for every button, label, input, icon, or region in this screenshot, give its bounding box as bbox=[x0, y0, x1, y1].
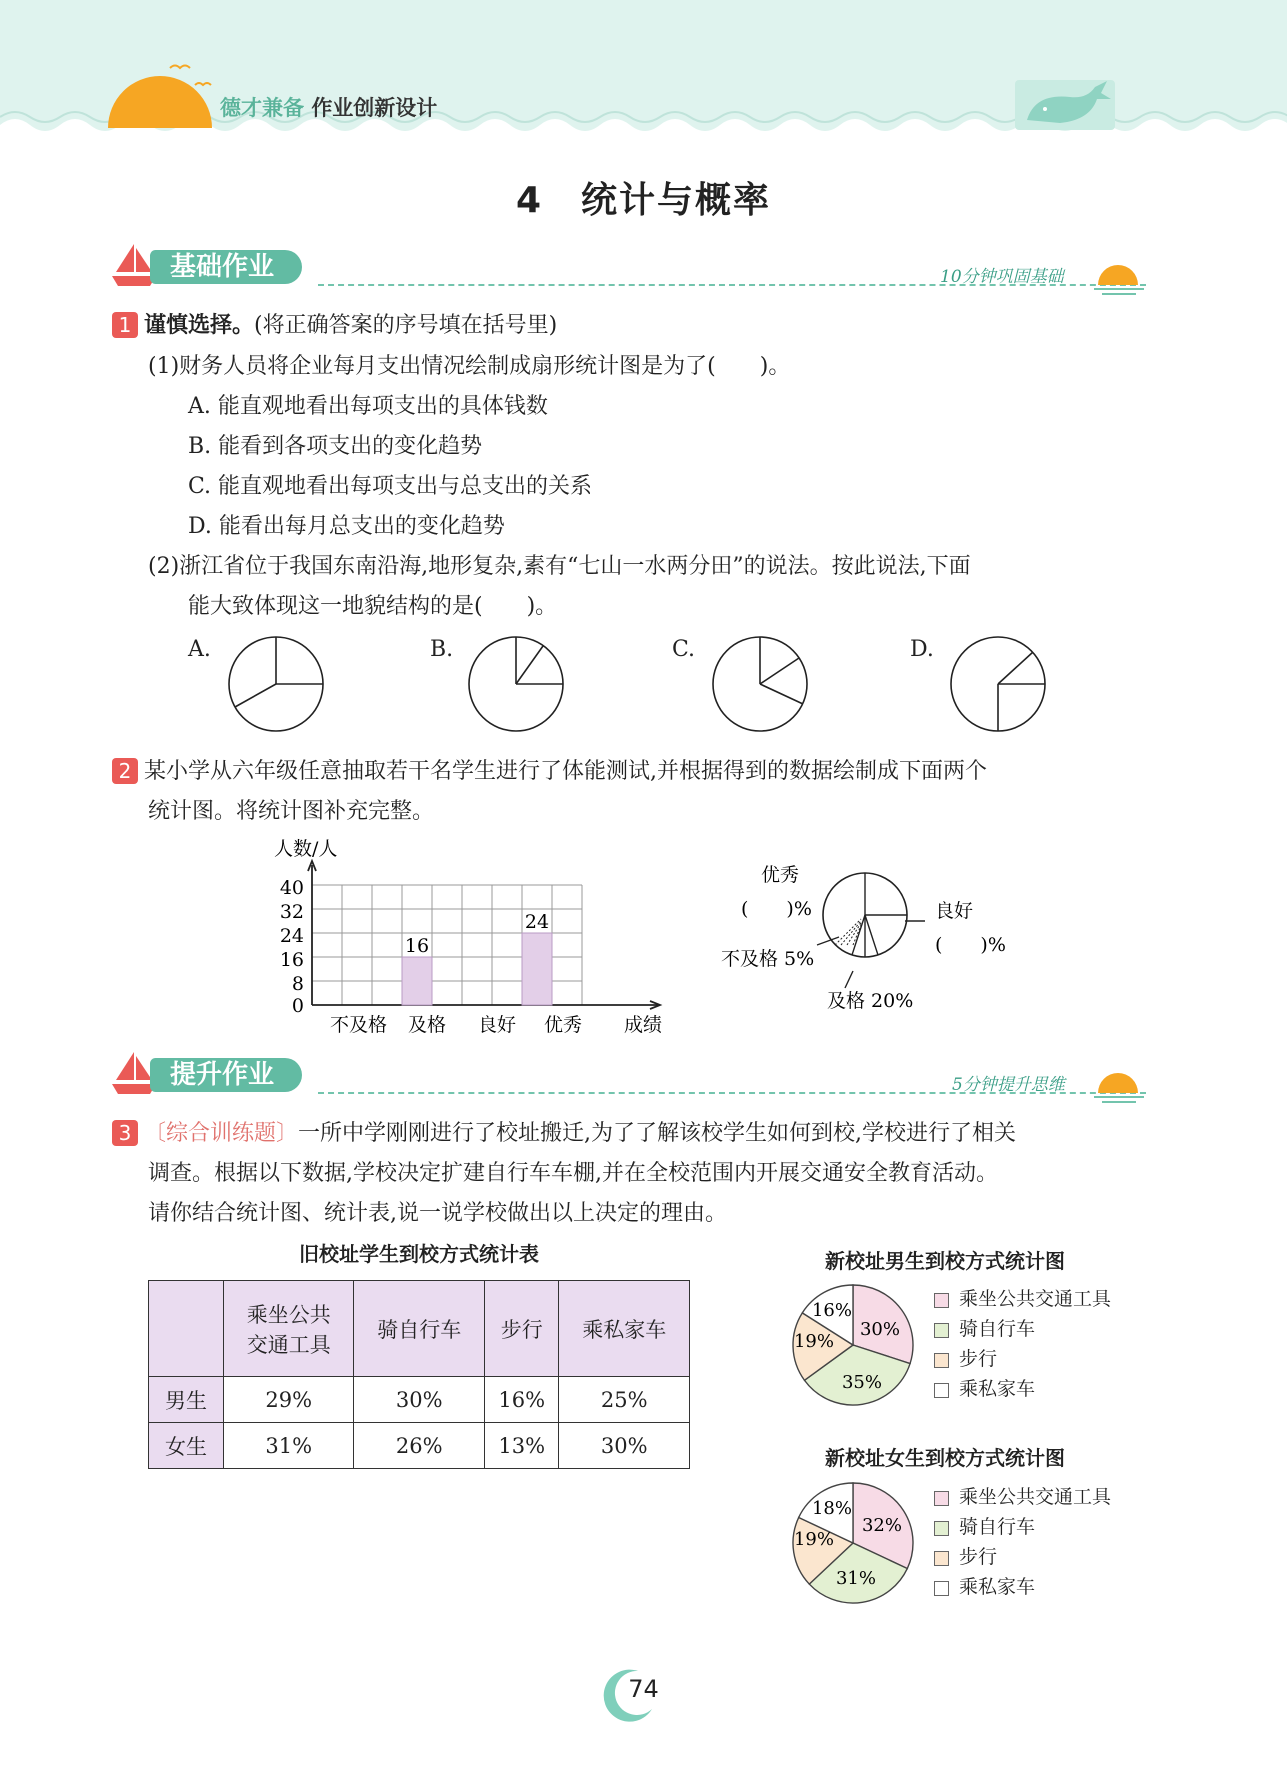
q1-sub2-option-a-label[interactable]: A. bbox=[188, 637, 211, 662]
legend-swatch-car bbox=[934, 1581, 949, 1596]
legend-label-car: 乘私家车 bbox=[959, 1576, 1036, 1598]
y-tick-40: 40 bbox=[279, 877, 304, 899]
girls-legend bbox=[934, 1482, 1111, 1602]
boys-label-bus: 30% bbox=[859, 1319, 901, 1340]
pie-label-bujige: 不及格 5% bbox=[721, 948, 815, 970]
q2-text-line2: 统计图。将统计图补充完整。 bbox=[148, 799, 435, 824]
pie-label-jige: 及格 20% bbox=[827, 990, 914, 1012]
legend-label-walk: 步行 bbox=[959, 1348, 998, 1370]
section-basic-tag: 基础作业 bbox=[150, 250, 302, 284]
legend-item-bus bbox=[934, 1284, 1111, 1314]
legend-swatch-walk bbox=[934, 1551, 949, 1566]
q1-pie-option-a[interactable] bbox=[226, 634, 326, 734]
q2-text-line1: 某小学从六年级任意抽取若干名学生进行了体能测试,并根据得到的数据绘制成下面两个 bbox=[144, 759, 987, 784]
bar-jige bbox=[402, 957, 432, 1005]
legend-swatch-walk bbox=[934, 1353, 949, 1368]
q1-title: 谨慎选择。 bbox=[144, 313, 255, 338]
whale-icon bbox=[1015, 75, 1115, 130]
table-head-bike: 骑自行车 bbox=[354, 1281, 484, 1377]
legend-label-bike: 骑自行车 bbox=[959, 1516, 1036, 1538]
table-head-car: 乘私家车 bbox=[559, 1281, 690, 1377]
table-head-bus-line1: 乘坐公共 bbox=[246, 1302, 331, 1327]
legend-label-car: 乘私家车 bbox=[959, 1378, 1036, 1400]
girls-label-walk: 19% bbox=[793, 1529, 835, 1550]
legend-item-car bbox=[934, 1374, 1111, 1404]
legend-swatch-bus bbox=[934, 1293, 949, 1308]
q1-sub1-option-b[interactable]: B. 能看到各项支出的变化趋势 bbox=[188, 434, 483, 459]
y-tick-0: 0 bbox=[291, 995, 304, 1017]
bar-label-jige: 16 bbox=[404, 935, 430, 957]
sunset-icon-2 bbox=[1092, 1063, 1148, 1105]
legend-item-bike bbox=[934, 1512, 1111, 1542]
q3-tag: 〔综合训练题〕 bbox=[144, 1121, 299, 1146]
table-cell: 26% bbox=[354, 1423, 484, 1469]
table-head-walk: 步行 bbox=[484, 1281, 559, 1377]
page-number: 74 bbox=[628, 1675, 659, 1703]
table-head-bus bbox=[224, 1281, 354, 1377]
girls-pie-title: 新校址女生到校方式统计图 bbox=[825, 1446, 1065, 1470]
pie-blank-youxiu: ( )% bbox=[741, 898, 812, 920]
y-tick-16: 16 bbox=[279, 949, 304, 971]
table-cell: 30% bbox=[559, 1423, 690, 1469]
q2-line1 bbox=[112, 752, 987, 792]
legend-swatch-car bbox=[934, 1383, 949, 1398]
table-row-label: 男生 bbox=[149, 1377, 224, 1423]
q1-pie-option-d[interactable] bbox=[948, 634, 1048, 734]
legend-item-bike bbox=[934, 1314, 1111, 1344]
x-category-youxiu: 优秀 bbox=[544, 1014, 583, 1036]
legend-swatch-bike bbox=[934, 1323, 949, 1338]
x-category-lianghao: 良好 bbox=[478, 1014, 517, 1036]
table-cell: 25% bbox=[559, 1377, 690, 1423]
table-row bbox=[149, 1423, 690, 1469]
q3-number: 3 bbox=[112, 1120, 138, 1146]
q3-text-line1: 一所中学刚刚进行了校址搬迁,为了了解该校学生如何到校,学校进行了相关 bbox=[298, 1121, 1017, 1146]
q1-heading bbox=[112, 306, 557, 346]
q1-sub1-option-a[interactable]: A. 能直观地看出每项支出的具体钱数 bbox=[188, 394, 548, 419]
q1-sub2-option-b-label[interactable]: B. bbox=[430, 637, 454, 662]
q3-table bbox=[148, 1280, 690, 1469]
legend-item-car bbox=[934, 1572, 1111, 1602]
q3-line1 bbox=[112, 1114, 1016, 1154]
x-axis-label: 成绩 bbox=[624, 1014, 663, 1036]
table-cell: 30% bbox=[354, 1377, 484, 1423]
brand-part2: 作业创新设计 bbox=[311, 96, 438, 120]
table-corner bbox=[149, 1281, 224, 1377]
q3-text-line3: 请你结合统计图、统计表,说一说学校做出以上决定的理由。 bbox=[148, 1201, 727, 1226]
pie-label-youxiu: 优秀 bbox=[761, 864, 800, 886]
section-basic-hint: 10分钟巩固基础 bbox=[940, 267, 1064, 287]
q3-text-line2: 调查。根据以下数据,学校决定扩建自行车车棚,并在全校范围内开展交通安全教育活动。 bbox=[148, 1161, 998, 1186]
girls-label-bus: 32% bbox=[861, 1515, 903, 1536]
section-advanced-hint: 5分钟提升思维 bbox=[952, 1075, 1065, 1095]
boys-pie-title: 新校址男生到校方式统计图 bbox=[825, 1249, 1065, 1273]
legend-label-bus: 乘坐公共交通工具 bbox=[959, 1288, 1112, 1310]
pie-leader-jige bbox=[845, 971, 853, 988]
q1-sub1-option-c[interactable]: C. 能直观地看出每项支出与总支出的关系 bbox=[188, 474, 593, 499]
q3-table-title: 旧校址学生到校方式统计表 bbox=[299, 1242, 539, 1266]
legend-swatch-bus bbox=[934, 1491, 949, 1506]
q1-sub1-option-d[interactable]: D. 能看出每月总支出的变化趋势 bbox=[188, 514, 505, 539]
brand-part1: 德才兼备 bbox=[220, 96, 304, 120]
table-cell: 29% bbox=[224, 1377, 354, 1423]
pie-label-lianghao: 良好 bbox=[935, 900, 974, 922]
q1-instruction: (将正确答案的序号填在括号里) bbox=[254, 313, 558, 338]
table-head-bus-line2: 交通工具 bbox=[246, 1332, 331, 1357]
table-row-label: 女生 bbox=[149, 1423, 224, 1469]
pie-blank-lianghao: ( )% bbox=[935, 934, 1006, 956]
q1-sub2-option-c-label[interactable]: C. bbox=[672, 637, 696, 662]
girls-label-bike: 31% bbox=[835, 1568, 877, 1589]
q1-pie-option-c[interactable] bbox=[710, 634, 810, 734]
brand-title bbox=[220, 92, 437, 122]
girls-label-car: 18% bbox=[811, 1498, 853, 1519]
y-tick-24: 24 bbox=[279, 925, 304, 947]
boys-label-walk: 19% bbox=[793, 1331, 835, 1352]
y-axis-label: 人数/人 bbox=[274, 838, 338, 860]
boys-pie-chart bbox=[788, 1280, 918, 1410]
girls-pie-chart bbox=[788, 1478, 918, 1608]
table-cell: 13% bbox=[484, 1423, 559, 1469]
q1-sub2-stem-line1: (2)浙江省位于我国东南沿海,地形复杂,素有“七山一水两分田”的说法。按此说法,下面 bbox=[148, 554, 971, 579]
boys-legend bbox=[934, 1284, 1111, 1404]
section-advanced-tag: 提升作业 bbox=[150, 1058, 302, 1092]
q1-pie-option-b[interactable] bbox=[466, 634, 566, 734]
q1-sub1-stem: (1)财务人员将企业每月支出情况绘制成扇形统计图是为了( )。 bbox=[148, 354, 791, 379]
x-category-bujige: 不及格 bbox=[330, 1014, 388, 1036]
legend-label-bus: 乘坐公共交通工具 bbox=[959, 1486, 1112, 1508]
x-category-jige: 及格 bbox=[408, 1014, 447, 1036]
sunset-icon bbox=[1092, 255, 1148, 297]
y-tick-8: 8 bbox=[291, 973, 304, 995]
q1-number: 1 bbox=[112, 312, 138, 338]
bar-label-youxiu: 24 bbox=[524, 911, 550, 933]
legend-item-walk bbox=[934, 1344, 1111, 1374]
legend-swatch-bike bbox=[934, 1521, 949, 1536]
legend-item-bus bbox=[934, 1482, 1111, 1512]
table-cell: 31% bbox=[224, 1423, 354, 1469]
boys-label-car: 16% bbox=[811, 1300, 853, 1321]
q1-sub2-stem-line2: 能大致体现这一地貌结构的是( )。 bbox=[188, 594, 558, 619]
legend-label-bike: 骑自行车 bbox=[959, 1318, 1036, 1340]
table-row bbox=[149, 1377, 690, 1423]
y-tick-32: 32 bbox=[279, 901, 304, 923]
page-title: 4 统计与概率 bbox=[515, 180, 772, 221]
q2-number: 2 bbox=[112, 758, 138, 784]
legend-label-walk: 步行 bbox=[959, 1546, 998, 1568]
legend-item-walk bbox=[934, 1542, 1111, 1572]
boys-label-bike: 35% bbox=[841, 1372, 883, 1393]
q2-bar-chart bbox=[268, 835, 688, 1040]
bar-youxiu bbox=[522, 933, 552, 1005]
q2-pie-chart bbox=[715, 855, 1015, 1025]
q1-sub2-option-d-label[interactable]: D. bbox=[910, 637, 934, 662]
sun-icon bbox=[100, 60, 220, 130]
table-cell: 16% bbox=[484, 1377, 559, 1423]
